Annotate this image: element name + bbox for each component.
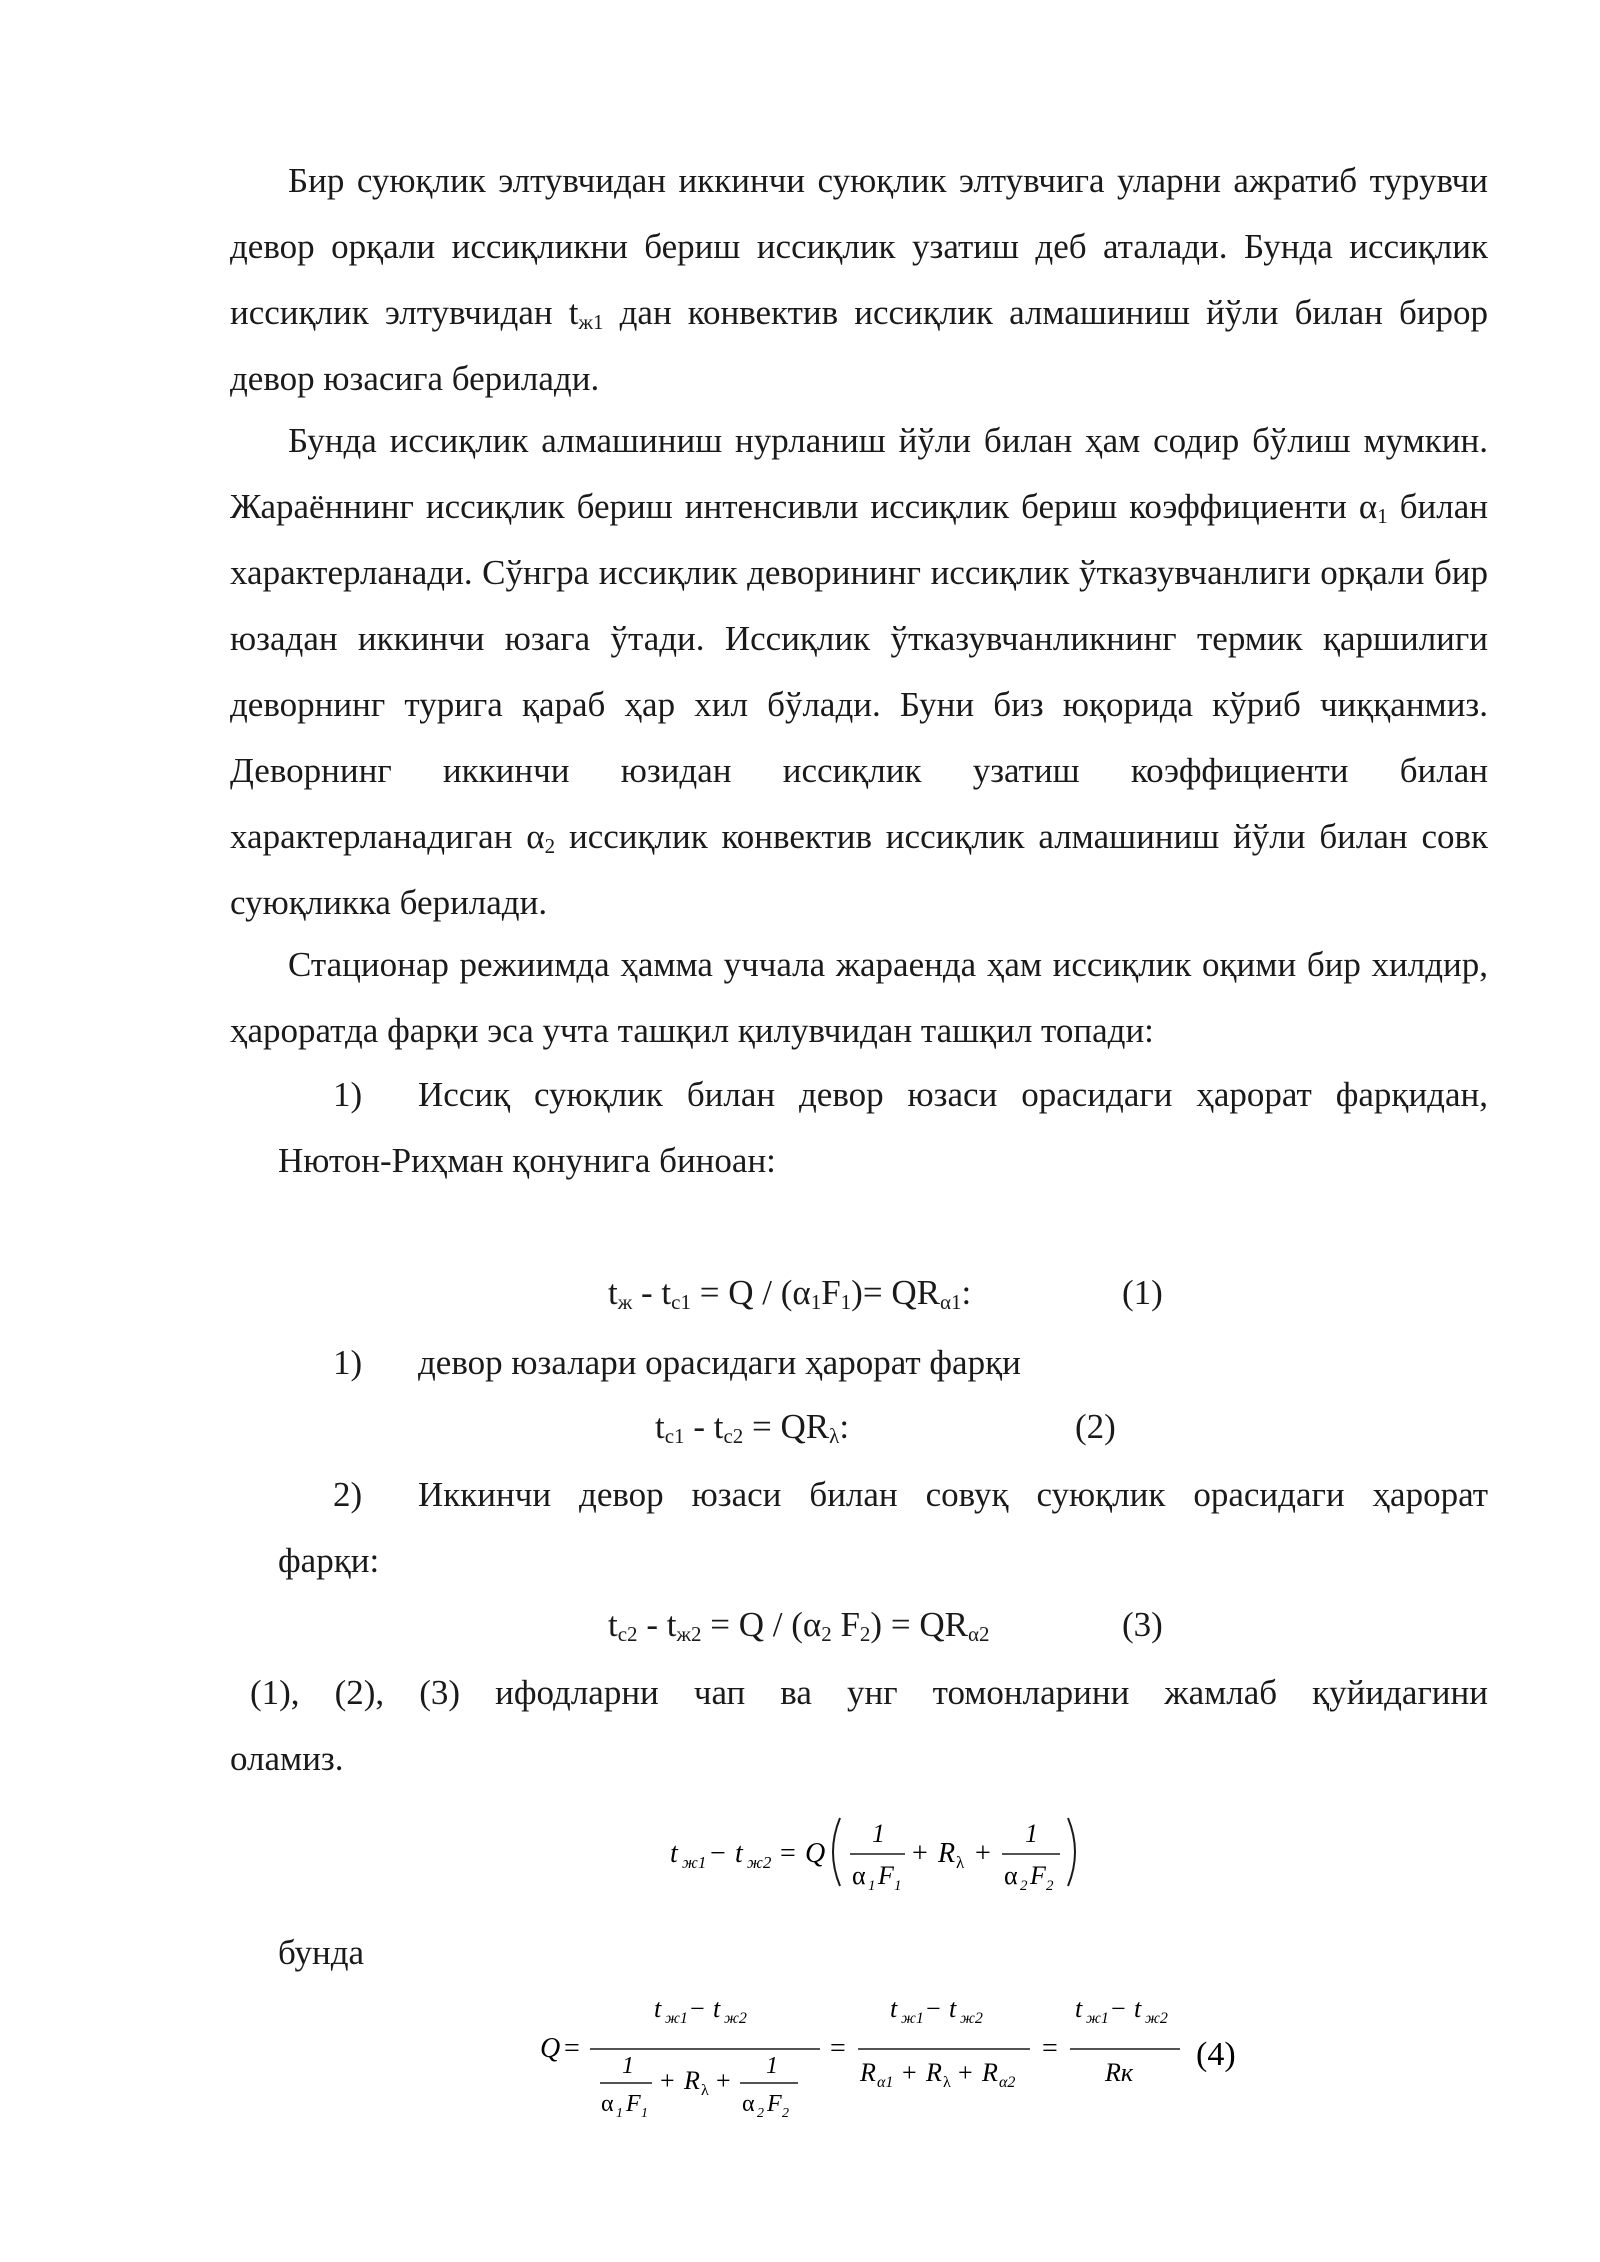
formula-token: F — [1030, 1861, 1046, 1890]
formula-token: α2 — [999, 2074, 1016, 2091]
list-item-number: 1) — [333, 1075, 363, 1114]
equation-3: $t_{c2} - t_{ж2} = Q / (\alpha_2$ $F_2) = QR_{\alpha 2}$ — [608, 1605, 990, 1647]
list-item — [0, 1462, 1600, 1528]
paragraph-4 — [230, 1660, 1488, 1792]
equation-1-number: (1) — [1122, 1273, 1163, 1312]
alpha2-symbol-sub: 2 — [544, 834, 556, 859]
formula-token: t — [654, 1994, 662, 2023]
formula-token: t — [949, 1994, 957, 2023]
formula-token: α — [1004, 1861, 1018, 1890]
formula-token: = — [1042, 2033, 1058, 2064]
equation-3-number: (3) — [1122, 1605, 1163, 1644]
formula-token: 1 — [872, 1819, 885, 1848]
formula-token: t — [890, 1994, 898, 2023]
formula-token: t — [735, 1838, 743, 1869]
formula-token: λ — [956, 1853, 965, 1872]
formula-token: t — [670, 1838, 678, 1869]
formula-token: = — [780, 1838, 796, 1869]
list-item — [0, 1062, 1600, 1128]
paragraph-1-text: Бир суюқлик элтувчидан иккинчи суюқлик элтувчига уларни ажратиб турувчи девор орқали иссиқликни бериш иссиқлик узатиш деб аталади. Бунда иссиқлик иссиқлик элтувчидан — [230, 161, 1488, 332]
formula-token: + — [912, 1838, 928, 1869]
paragraph-1-tail: дан конвектив иссиқлик алмашиниш йўли билан бирор девор юзасига берилади. — [230, 293, 1489, 398]
formula-token: Q — [805, 1838, 826, 1869]
formula-token: t — [1134, 1994, 1142, 2023]
paragraph-2-text-b: билан характерланади. Сўнгра иссиқлик деворининг иссиқлик ўтказувчанлиги орқали бир юзадан иккинчи юзага ўтади. Иссиқлик ўтказувчанликнинг термик қаршилиги деворнинг турига қараб ҳар хил бўлади. Буни биз юқорида кўриб чиққанмиз. Деворнинг иккинчи юзидан иссиқлик узатиш коэффициенти билан характерланадиган — [230, 487, 1488, 856]
formula-token: − — [926, 1994, 941, 2023]
list-item-text: Иссиқ суюқлик билан девор юзаси орасидаги ҳарорат фарқидан, — [418, 1075, 1488, 1114]
formula-token: + — [716, 2066, 731, 2095]
formula-token: 2 — [757, 2106, 764, 2121]
alpha2-symbol: α — [526, 817, 545, 856]
list-item — [0, 1330, 1600, 1396]
formula-token: α1 — [877, 2074, 894, 2091]
formula-token: t — [1075, 1994, 1083, 2023]
equation-4-number: (4) — [1196, 2036, 1236, 2073]
alpha-symbol-sub: 1 — [1377, 504, 1388, 529]
formula-token: ж1 — [682, 1853, 707, 1872]
paragraph-1 — [230, 148, 1488, 412]
list-item-text: девор юзалари орасидаги ҳарорат фарқи — [418, 1343, 1021, 1382]
paragraph-3 — [230, 932, 1488, 1064]
formula-token: 1 — [622, 2053, 634, 2079]
formula-token: α — [742, 2091, 755, 2117]
formula-token: Rк — [1105, 2058, 1134, 2087]
formula-token: ж2 — [1145, 2010, 1168, 2027]
formula-token: − — [1111, 1994, 1126, 2023]
formula-token: R — [938, 1838, 956, 1869]
formula-token: 1 — [868, 1878, 876, 1894]
formula-token: Q — [540, 2033, 561, 2064]
paragraph-2-text-c: иссиқлик конвектив иссиқлик алмашиниш йўли билан совк суюқликка берилади. — [230, 817, 1489, 922]
formula-token: t — [713, 1994, 721, 2023]
formula-token: = — [564, 2033, 580, 2064]
formula-token: + — [902, 2058, 917, 2087]
formula-token: R — [926, 2058, 942, 2087]
formula-token: + — [660, 2066, 675, 2095]
list-item-continuation: Нютон-Риҳман қонунига биноан: — [278, 1141, 776, 1180]
formula-token: 2 — [1020, 1878, 1028, 1894]
formula-token: F — [767, 2091, 782, 2117]
formula-token: 1 — [766, 2053, 778, 2079]
formula-token: R — [982, 2058, 998, 2087]
list-item-continuation: фарқи: — [278, 1541, 380, 1580]
paragraph-2 — [230, 408, 1488, 936]
formula-token: λ — [701, 2082, 709, 2099]
formula-token: 1 — [894, 1878, 902, 1894]
list-item-number: 1) — [333, 1343, 363, 1382]
formula-heat-flow — [530, 1985, 1250, 2125]
formula-token: 2 — [782, 2106, 789, 2121]
equation-1: $t_ж - t_{c1} = Q / (\alpha_1F_1)= QR_{\alpha 1}$: — [608, 1273, 972, 1315]
paragraph-2-text-a: Бунда иссиқлик алмашиниш нурланиш йўли билан ҳам содир бўлиш мумкин. Жараённинг иссиқлик бериш интенсивли иссиқлик бериш коэффициенти — [230, 421, 1488, 526]
paragraph-4-text: (1), (2), (3) ифодларни чап ва унг томонларини жамлаб қуйидагини — [250, 1673, 1488, 1712]
formula-token: + — [975, 1838, 991, 1869]
formula-token: F — [878, 1861, 894, 1890]
left-paren — [833, 1818, 840, 1886]
paragraph-3-text: Стационар режиимда ҳамма уччала жараенда ҳам иссиқлик оқими бир хилдир, ҳароратда фарқи эса учта ташқил қилувчидан ташқил топади: — [230, 945, 1488, 1050]
bunda-label: бунда — [278, 1933, 365, 1972]
equation-2: $t_{c1} - t_{c2} = QR_\lambda$: — [655, 1407, 850, 1449]
right-paren — [1068, 1818, 1075, 1886]
formula-token: ж2 — [724, 2010, 747, 2027]
formula-token: R — [860, 2058, 876, 2087]
formula-token: ж2 — [960, 2010, 983, 2027]
formula-token: ж1 — [1086, 2010, 1109, 2027]
formula-sum — [640, 1800, 1120, 1900]
formula-token: 1 — [616, 2106, 623, 2121]
formula-token: λ — [943, 2074, 951, 2091]
paragraph-1-symbol: t — [568, 293, 579, 332]
formula-token: F — [626, 2091, 641, 2117]
list-item-text: Иккинчи девор юзаси билан совуқ суюқлик орасидаги ҳарорат — [418, 1475, 1488, 1514]
alpha-symbol: α — [1358, 487, 1378, 526]
formula-token: + — [958, 2058, 973, 2087]
formula-token: − — [710, 1838, 726, 1869]
formula-token: α — [601, 2091, 614, 2117]
formula-token: = — [830, 2033, 846, 2064]
equation-2-number: (2) — [1075, 1407, 1116, 1446]
formula-token: ж1 — [901, 2010, 924, 2027]
paragraph-4-tail: оламиз. — [230, 1739, 344, 1778]
list-item-number: 2) — [333, 1475, 363, 1514]
formula-token: 2 — [1046, 1878, 1054, 1894]
paragraph-1-symbol-sub: ж1 — [578, 310, 604, 335]
formula-token: − — [690, 1994, 705, 2023]
formula-token: 1 — [641, 2106, 648, 2121]
formula-token: α — [852, 1861, 866, 1890]
formula-token: R — [684, 2066, 700, 2095]
formula-token: ж1 — [665, 2010, 688, 2027]
formula-token: 1 — [1025, 1819, 1038, 1848]
formula-token: ж2 — [747, 1853, 772, 1872]
